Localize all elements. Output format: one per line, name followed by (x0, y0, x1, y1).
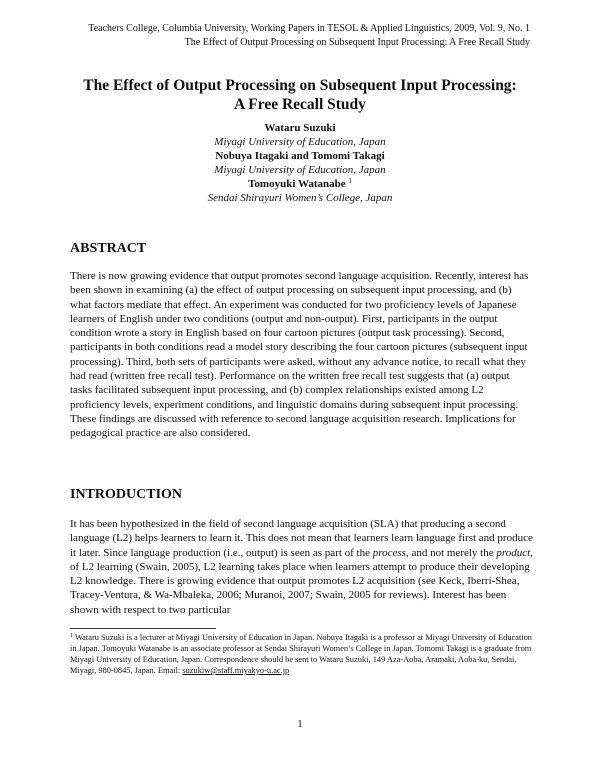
author-name-with-footnote (100, 177, 500, 191)
running-head (88, 22, 530, 49)
intro-text-part: It has been hypothesized in the field of second language acquisition (SLA) that producing a second language (L2) helps learners to learn it. This does not mean that learners learn language first and produce it later. Since language production (i.e., output) is seen as part of the (70, 518, 533, 559)
author-affiliation: Sendai Shirayuri Women’s College, Japan (207, 192, 393, 204)
footnote-divider (70, 628, 216, 629)
paper-title-line-1: The Effect of Output Processing on Subsequent Input Processing: (83, 77, 517, 94)
page-number: 1 (297, 718, 303, 730)
author-name: Tomoyuki Watanabe (248, 178, 346, 190)
footnote (70, 632, 533, 676)
author-name: Nobuya Itagaki and Tomomi Takagi (215, 150, 385, 162)
introduction-paragraph (70, 517, 533, 617)
intro-text-part: , of L2 learning (Swain, 2005), L2 learning takes place when learners attempt to produce their developing L2 knowledge. There is growing evidence that output promotes L2 acquisition (see Keck, Iberri-Shea, Tracey-Ventura, & Wa-Mbaleka, 2006; Muranoi, 2007; Swain, 2005 for reviews). Interest has been shown with respect to two particular (70, 546, 533, 616)
paper-title (60, 76, 540, 114)
email-link[interactable]: suzukiw@staff.miyakyo-u.ac.jp (182, 666, 290, 675)
author-affiliation: Miyagi University of Education, Japan (214, 136, 386, 148)
author-block (100, 121, 500, 205)
abstract-heading: ABSTRACT (70, 241, 147, 256)
footnote-text: Wataru Suzuki is a lecturer at Miyagi University of Education in Japan. Nobuya Itagaki is a professor at Miyagi University of Education in Japan. Tomoyuki Watanabe is an associate professor at Sendai Shirayuri Women’s College in Japan. Tomomi Takagi is a graduate from Miyagi University of Education, Japan. Correspondence should be sent to Wataru Suzuki, 149 Aza-Aoba, Aramaki, Aoba-ku, Sendai, Miyagi, 980-0845, Japan. Email: (70, 633, 532, 675)
abstract-text: There is now growing evidence that output promotes second language acquisition. Recently, interest has been shown in examining (a) the effect of output processing on subsequent input processing, and (b) what factors mediate that effect. An experiment was conducted for two proficiency levels of Japanese learners of English under two conditions (output and non-output). First, participants in the output condition wrote a story in English based on four cartoon pictures (output task processing). Second, participants in both conditions read a model story describing the four cartoon pictures (subsequent input processing). Third, both sets of participants were asked, without any advance notice, to recall what they had read (written free recall test). Performance on the written free recall test suggests that (a) output tasks facilitated subsequent input processing, and (b) complex relationships existed among L2 proficiency levels, experiment conditions, and linguistic domains during subsequent input processing. These findings are discussed with reference to second language acquisition research. Implications for pedagogical practice are also considered. (70, 270, 529, 440)
paper-title-line-2: A Free Recall Study (234, 96, 366, 113)
footnote-mark[interactable]: 1 (348, 177, 352, 185)
emphasis-process: process (372, 546, 406, 559)
footnote-number: 1 (70, 633, 73, 639)
running-head-journal: Teachers College, Columbia University, Working Papers in TESOL & Applied Linguistics, 2009, Vol. 9, No. 1 (88, 23, 530, 34)
author-affiliation: Miyagi University of Education, Japan (214, 164, 386, 176)
author-name: Wataru Suzuki (264, 122, 336, 134)
intro-text-part: , and not merely the (405, 546, 497, 559)
running-head-short-title: The Effect of Output Processing on Subsequent Input Processing: A Free Recall Study (184, 36, 530, 48)
introduction-heading: INTRODUCTION (70, 487, 183, 502)
emphasis-product: product (496, 546, 531, 559)
